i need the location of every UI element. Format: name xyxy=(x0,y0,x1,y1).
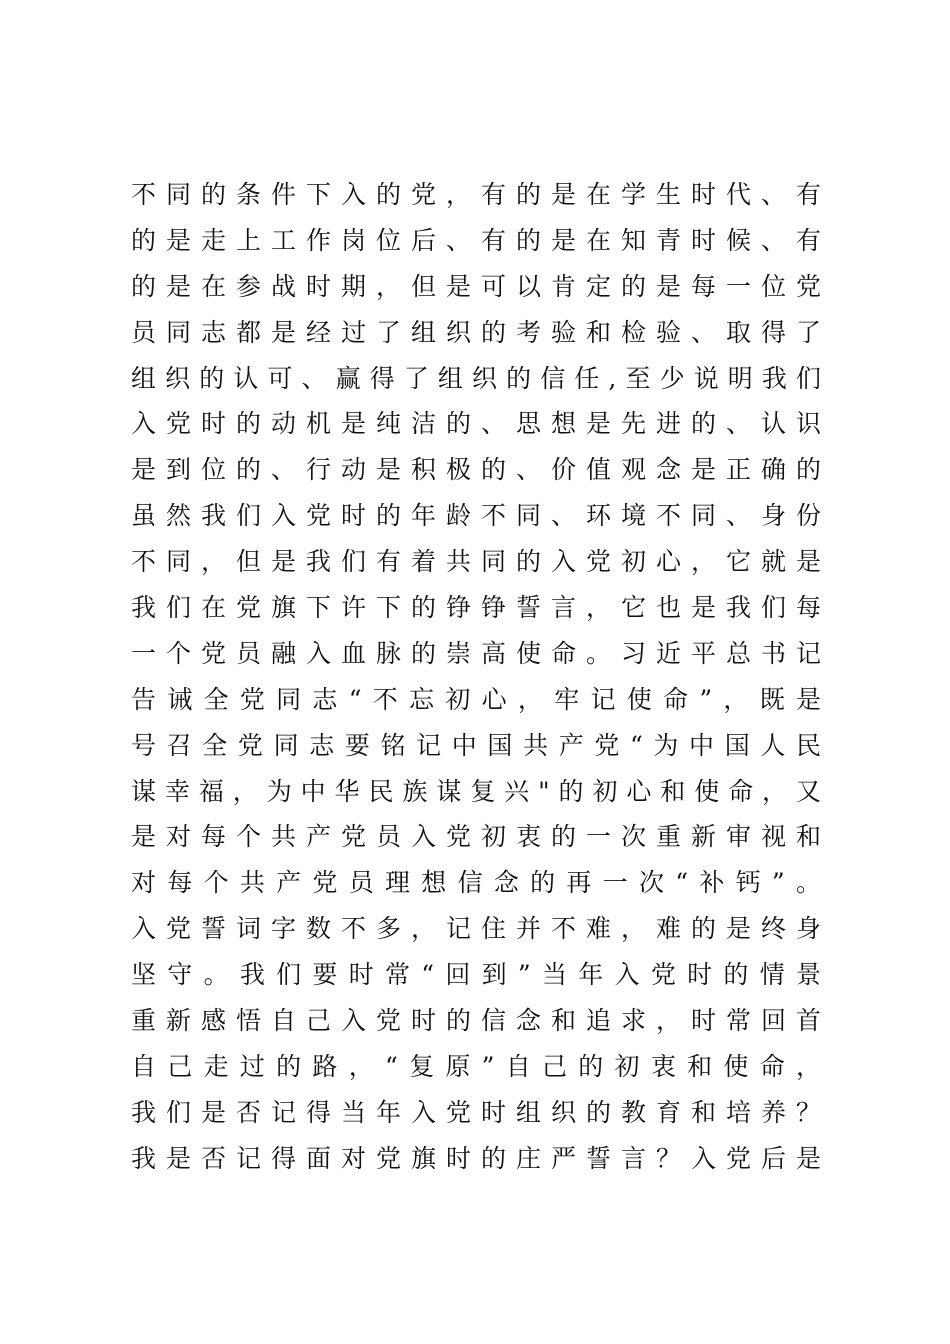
text-line: 谋幸福，为中华民族谋复兴"的初心和使命，又 xyxy=(131,776,821,806)
text-line: 组织的认可、赢得了组织的信任,至少说明我们 xyxy=(131,363,821,393)
text-line: 自己走过的路，“复原”自己的初衷和使命， xyxy=(131,1051,821,1081)
text-line: 告诫全党同志“不忘初心，牢记使命”，既是 xyxy=(131,684,821,714)
text-line: 我们是否记得当年入党时组织的教育和培养？ xyxy=(131,1097,821,1127)
text-line: 一个党员融入血脉的崇高使命。习近平总书记 xyxy=(131,638,821,668)
text-line: 的是走上工作岗位后、有的是在知青时候、有 xyxy=(131,225,821,255)
text-line: 我是否记得面对党旗时的庄严誓言？入党后是 xyxy=(131,1143,821,1173)
text-line: 重新感悟自己入党时的信念和追求，时常回首 xyxy=(131,1006,821,1036)
text-line: 对每个共产党员理想信念的再一次“补钙”。 xyxy=(131,868,821,898)
text-line: 不同的条件下入的党，有的是在学生时代、有 xyxy=(131,180,821,209)
text-line: 是对每个共产党员入党初衷的一次重新审视和 xyxy=(131,822,821,852)
text-line: 员同志都是经过了组织的考验和检验、取得了 xyxy=(131,317,821,347)
text-line: 我们在党旗下许下的铮铮誓言，它也是我们每 xyxy=(131,593,821,623)
body-text xyxy=(131,172,821,1182)
text-line: 是到位的、行动是积极的、价值观念是正确的 xyxy=(131,455,821,485)
text-line: 的是在参战时期，但是可以肯定的是每一位党 xyxy=(131,271,821,301)
text-line: 坚守。我们要时常“回到”当年入党时的情景 xyxy=(131,960,821,990)
text-line: 不同，但是我们有着共同的入党初心，它就是 xyxy=(131,547,821,577)
text-line: 号召全党同志要铭记中国共产党“为中国人民 xyxy=(131,730,821,760)
text-line: 入党誓词字数不多，记住并不难，难的是终身 xyxy=(131,914,821,944)
text-line: 入党时的动机是纯洁的、思想是先进的、认识 xyxy=(131,409,821,439)
text-line: 虽然我们入党时的年龄不同、环境不同、身份 xyxy=(131,501,821,531)
